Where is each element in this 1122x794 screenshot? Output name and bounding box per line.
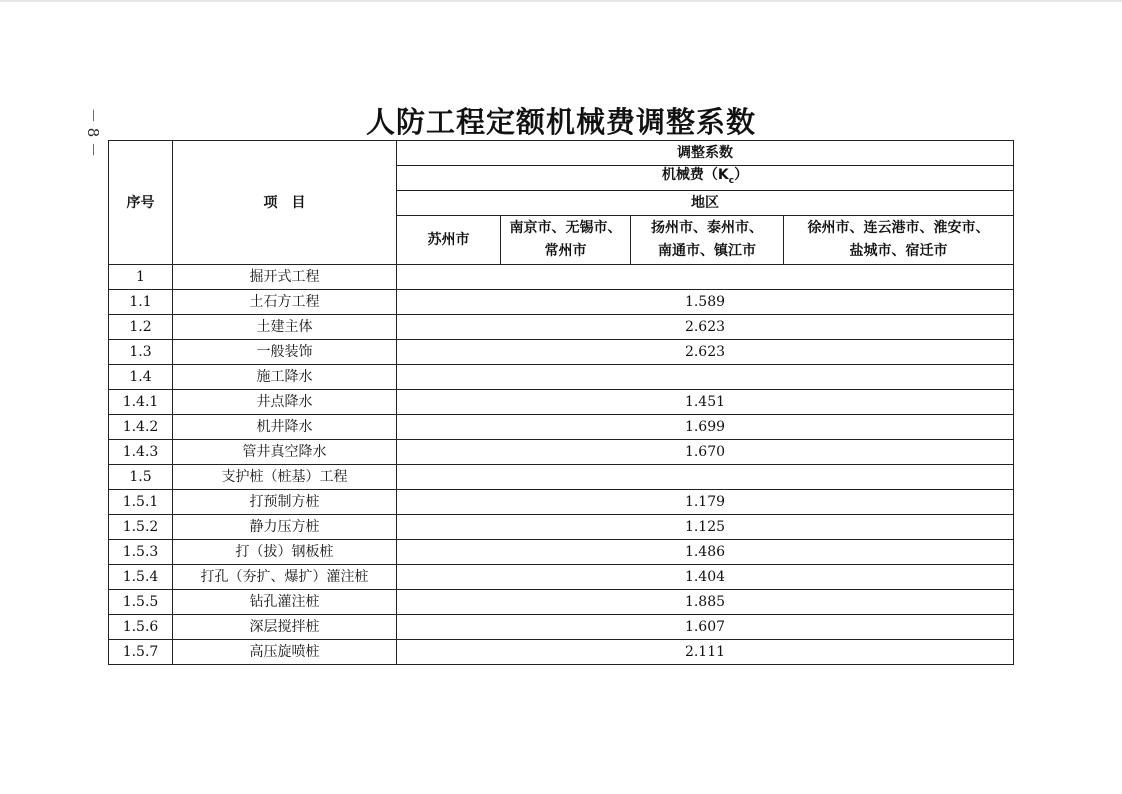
row-item-cell: 施工降水 [173, 365, 397, 390]
row-item-cell: 管井真空降水 [173, 440, 397, 465]
scan-top-edge [0, 0, 1122, 2]
row-value-cell [397, 365, 1014, 390]
row-value-cell: 1.885 [397, 590, 1014, 615]
row-item-cell: 土石方工程 [173, 290, 397, 315]
row-seq-cell: 1.3 [109, 340, 173, 365]
table-row [109, 440, 1014, 465]
region-name-line: 南京市、无锡市、 [509, 220, 622, 236]
row-value-cell: 1.451 [397, 390, 1014, 415]
table-row [109, 515, 1014, 540]
row-value-cell: 1.699 [397, 415, 1014, 440]
row-seq-cell: 1.5.4 [109, 565, 173, 590]
page-number: － 8 － [84, 108, 102, 158]
row-seq-cell: 1 [109, 265, 173, 290]
table-row [109, 290, 1014, 315]
region-name-cell [631, 216, 784, 265]
region-name-cell [784, 216, 1014, 265]
row-item-cell: 打孔（夯扩、爆扩）灌注桩 [173, 565, 397, 590]
row-item-cell: 静力压方桩 [173, 515, 397, 540]
table-body [109, 265, 1014, 665]
region-name-line: 徐州市、连云港市、淮安市、 [807, 220, 990, 236]
table-row [109, 390, 1014, 415]
table-row [109, 615, 1014, 640]
row-seq-cell: 1.4.1 [109, 390, 173, 415]
region-name-cell [501, 216, 631, 265]
row-seq-cell: 1.5.2 [109, 515, 173, 540]
region-name-line: 扬州市、泰州市、 [651, 220, 763, 236]
item-header: 项 目 [173, 141, 397, 265]
row-value-cell: 2.623 [397, 340, 1014, 365]
table-row [109, 465, 1014, 490]
row-item-cell: 一般装饰 [173, 340, 397, 365]
row-seq-cell: 1.5.6 [109, 615, 173, 640]
region-header: 地区 [397, 191, 1014, 216]
row-item-cell: 高压旋喷桩 [173, 640, 397, 665]
row-seq-cell: 1.4 [109, 365, 173, 390]
seq-header: 序号 [109, 141, 173, 265]
row-item-cell: 土建主体 [173, 315, 397, 340]
table-row [109, 340, 1014, 365]
table-row [109, 565, 1014, 590]
row-value-cell: 1.404 [397, 565, 1014, 590]
row-value-cell [397, 465, 1014, 490]
region-name-line: 苏州市 [427, 231, 470, 248]
table-row [109, 640, 1014, 665]
row-item-cell: 井点降水 [173, 390, 397, 415]
row-item-cell: 机井降水 [173, 415, 397, 440]
table-row [109, 415, 1014, 440]
mechanical-fee-label: 机械费（K [661, 167, 729, 184]
row-value-cell: 1.607 [397, 615, 1014, 640]
region-name-line: 盐城市、宿迁市 [849, 243, 948, 259]
region-name-line: 常州市 [544, 243, 587, 259]
row-seq-cell: 1.5.5 [109, 590, 173, 615]
row-seq-cell: 1.4.3 [109, 440, 173, 465]
table-row [109, 590, 1014, 615]
row-value-cell: 1.589 [397, 290, 1014, 315]
row-item-cell: 钻孔灌注桩 [173, 590, 397, 615]
table-row [109, 265, 1014, 290]
row-value-cell: 2.623 [397, 315, 1014, 340]
region-name-cell [397, 216, 501, 265]
row-item-cell: 支护桩（桩基）工程 [173, 465, 397, 490]
row-value-cell: 2.111 [397, 640, 1014, 665]
row-seq-cell: 1.5.7 [109, 640, 173, 665]
coefficient-header: 调整系数 [397, 141, 1014, 166]
coefficient-table [108, 140, 1014, 665]
row-value-cell: 1.179 [397, 490, 1014, 515]
row-seq-cell: 1.5.1 [109, 490, 173, 515]
mechanical-fee-header [397, 166, 1014, 191]
table-row [109, 315, 1014, 340]
table-header [109, 141, 1014, 265]
table-row [109, 365, 1014, 390]
row-seq-cell: 1.5.3 [109, 540, 173, 565]
row-item-cell: 打预制方桩 [173, 490, 397, 515]
row-item-cell: 深层搅拌桩 [173, 615, 397, 640]
row-value-cell: 1.125 [397, 515, 1014, 540]
row-seq-cell: 1.2 [109, 315, 173, 340]
region-name-line: 南通市、镇江市 [658, 243, 756, 259]
row-item-cell: 打（拔）钢板桩 [173, 540, 397, 565]
table-row [109, 490, 1014, 515]
row-seq-cell: 1.1 [109, 290, 173, 315]
mechanical-fee-suffix: ） [734, 167, 749, 184]
row-seq-cell: 1.4.2 [109, 415, 173, 440]
mechanical-fee-subscript: c [728, 175, 735, 186]
row-item-cell: 掘开式工程 [173, 265, 397, 290]
row-seq-cell: 1.5 [109, 465, 173, 490]
page-title: 人防工程定额机械费调整系数 [365, 105, 756, 139]
row-value-cell: 1.670 [397, 440, 1014, 465]
table-row [109, 540, 1014, 565]
row-value-cell: 1.486 [397, 540, 1014, 565]
row-value-cell [397, 265, 1014, 290]
